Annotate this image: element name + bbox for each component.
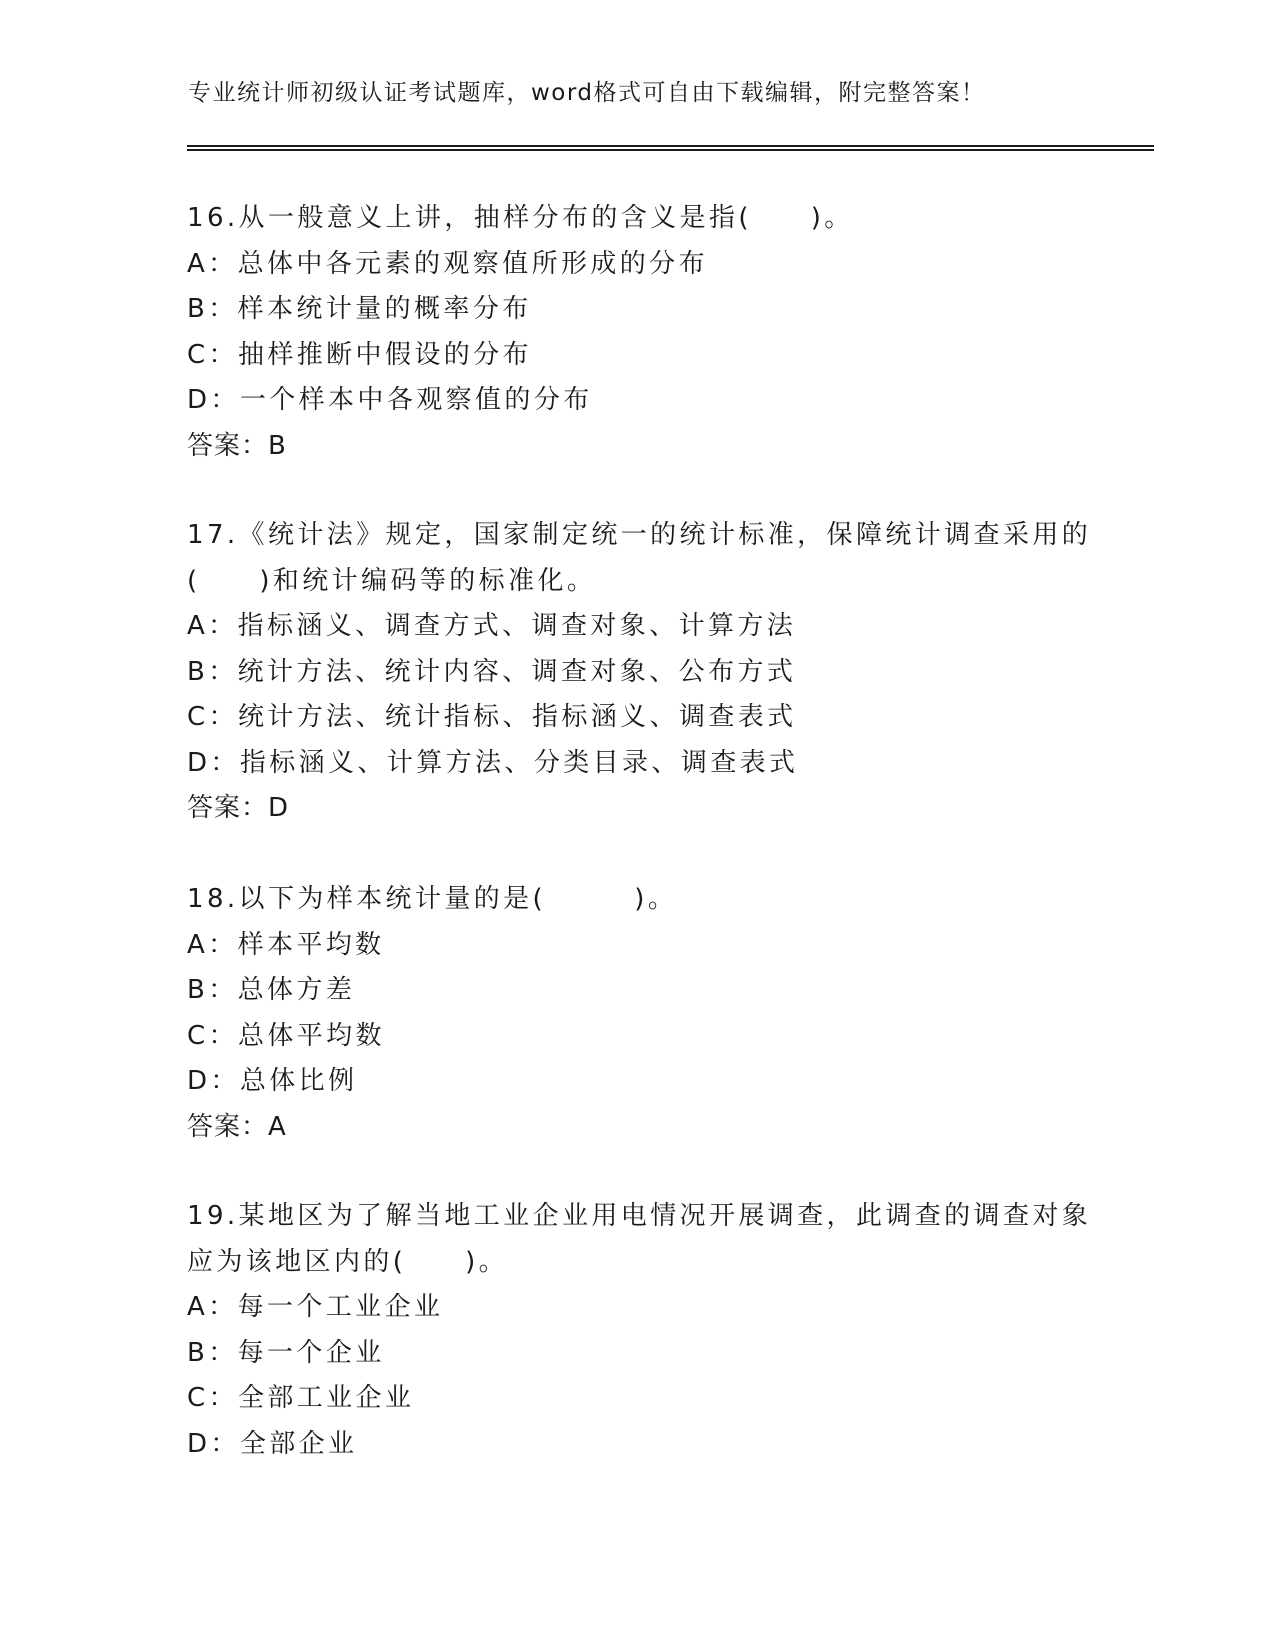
option-c: C：总体平均数 — [187, 1020, 385, 1051]
header-double-rule — [187, 145, 1154, 151]
option-c: C：统计方法、统计指标、指标涵义、调查表式 — [187, 702, 797, 732]
option-a: A：总体中各元素的观察值所形成的分布 — [187, 248, 708, 279]
option-b: B：统计方法、统计内容、调查对象、公布方式 — [187, 656, 797, 687]
option-a: A：样本平均数 — [187, 929, 385, 960]
option-d: D：全部企业 — [187, 1428, 358, 1459]
question-stem: 16.从一般意义上讲，抽样分布的含义是指( )。 — [187, 203, 854, 233]
option-c: C：全部工业企业 — [187, 1383, 415, 1413]
option-d: D：指标涵义、计算方法、分类目录、调查表式 — [187, 747, 799, 778]
option-a: A：指标涵义、调查方式、调查对象、计算方法 — [187, 611, 797, 641]
question-17 — [187, 513, 1147, 832]
question-stem-line-2: ( )和统计编码等的标准化。 — [187, 565, 597, 596]
option-b: B：总体方差 — [187, 975, 356, 1005]
answer: 答案：B — [187, 430, 287, 461]
question-16 — [187, 196, 1147, 469]
option-c: C：抽样推断中假设的分布 — [187, 339, 532, 370]
question-stem-line-1: 19.某地区为了解当地工业企业用电情况开展调查，此调查的调查对象 — [187, 1201, 1092, 1231]
question-stem-line-1: 17.《统计法》规定，国家制定统一的统计标准，保障统计调查采用的 — [187, 520, 1092, 550]
page-header: 专业统计师初级认证考试题库，word格式可自由下载编辑，附完整答案！ — [188, 80, 986, 106]
question-stem: 18.以下为样本统计量的是( )。 — [187, 884, 678, 914]
question-18 — [187, 877, 1147, 1150]
option-d: D：一个样本中各观察值的分布 — [187, 385, 593, 415]
option-d: D：总体比例 — [187, 1066, 358, 1096]
question-19 — [187, 1194, 1147, 1467]
question-stem-line-2: 应为该地区内的( )。 — [187, 1246, 509, 1277]
option-b: B：样本统计量的概率分布 — [187, 294, 532, 324]
option-a: A：每一个工业企业 — [187, 1292, 444, 1322]
answer: 答案：D — [187, 793, 290, 823]
option-b: B：每一个企业 — [187, 1337, 385, 1368]
answer: 答案：A — [187, 1111, 287, 1142]
